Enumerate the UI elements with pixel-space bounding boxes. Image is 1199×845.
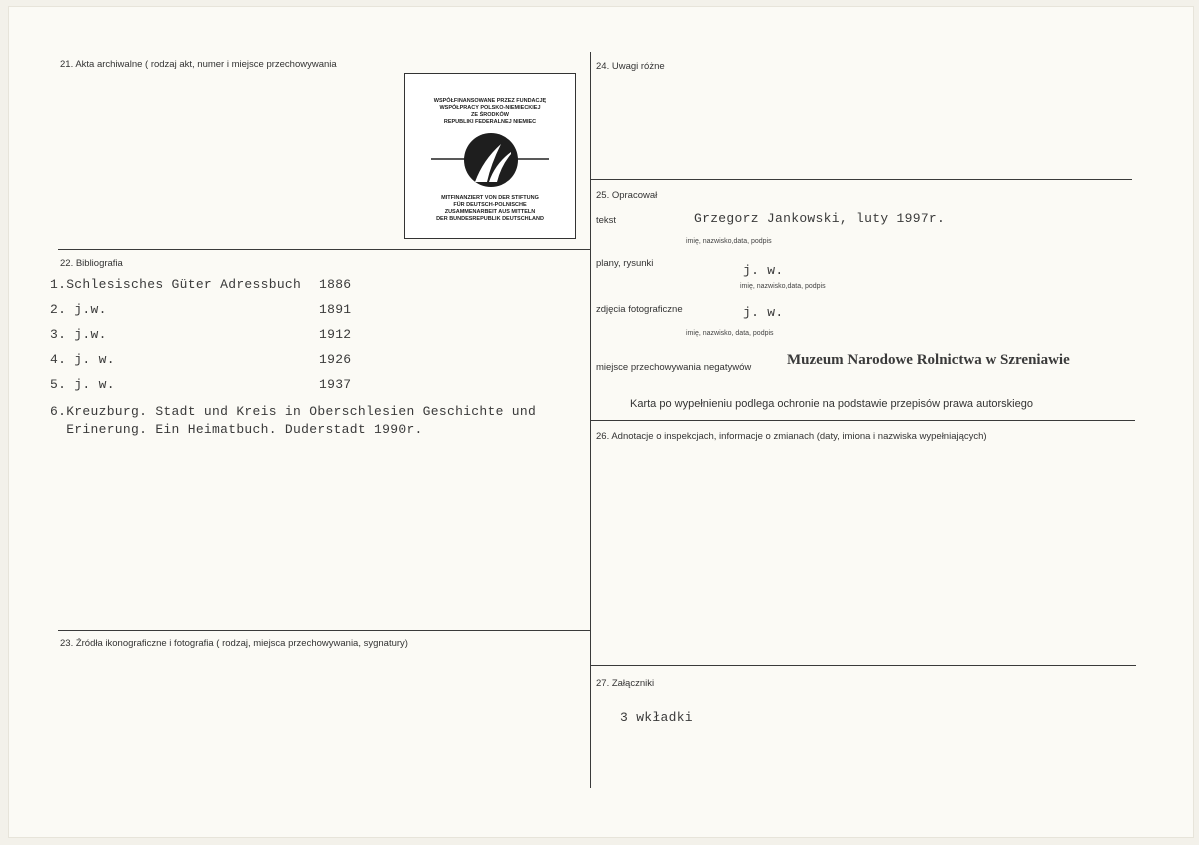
bibliography-entry: 5. j. w. — [50, 377, 115, 392]
divider-25-26 — [590, 420, 1135, 421]
stamp-line: FÜR DEUTSCH-POLNISCHE — [453, 202, 527, 208]
zdjecia-label: zdjęcia fotograficzne — [596, 304, 683, 315]
stamp-line: ZE ŚRODKÓW — [471, 112, 509, 118]
section-21-label: 21. Akta archiwalne ( rodzaj akt, numer i miejsce przechowywania — [60, 59, 337, 70]
funding-stamp — [404, 73, 576, 239]
bibliography-year: 1926 — [319, 352, 352, 367]
section-25-label: 25. Opracował — [596, 190, 658, 201]
section-24-label: 24. Uwagi różne — [596, 61, 665, 72]
section-27-label: 27. Załączniki — [596, 678, 655, 689]
bibliography-entry: 2. j.w. — [50, 302, 107, 317]
bibliography-year: 1937 — [319, 377, 352, 392]
bibliography-entry: 3. j.w. — [50, 327, 107, 342]
zalaczniki-value: 3 wkładki — [620, 710, 693, 725]
bibliography-entry-continued: Erinerung. Ein Heimatbuch. Duderstadt 1990r. — [50, 422, 423, 437]
stamp-line: DER BUNDESREPUBLIK DEUTSCHLAND — [436, 216, 544, 222]
plany-label: plany, rysunki — [596, 258, 654, 269]
bibliography-entry: 1.Schlesisches Güter Adressbuch — [50, 277, 302, 292]
bibliography-entry: 4. j. w. — [50, 352, 115, 367]
copyright-notice: Karta po wypełnieniu podlega ochronie na podstawie przepisów prawa autorskiego — [630, 398, 1033, 410]
bibliography-entry: 6.Kreuzburg. Stadt und Kreis in Oberschlesien Geschichte und — [50, 404, 537, 419]
tekst-hint: imię, nazwisko,data, podpis — [686, 238, 772, 245]
bibliography-year: 1912 — [319, 327, 352, 342]
section-23-label: 23. Źródła ikonograficzne i fotografia ( rodzaj, miejsca przechowywania, sygnatury) — [60, 638, 408, 649]
section-22-label: 22. Bibliografia — [60, 258, 123, 269]
miejsce-value: Muzeum Narodowe Rolnictwa w Szreniawie — [787, 352, 1070, 368]
stamp-line: MITFINANZIERT VON DER STIFTUNG — [441, 195, 539, 201]
tekst-label: tekst — [596, 215, 617, 226]
bibliography-year: 1886 — [319, 277, 352, 292]
stamp-line: ZUSAMMENARBEIT AUS MITTELN — [444, 209, 536, 215]
divider-24-25 — [590, 179, 1132, 180]
zdjecia-hint: imię, nazwisko, data, podpis — [686, 330, 774, 337]
divider-26-27 — [590, 665, 1136, 666]
foundation-logo-icon — [431, 130, 551, 190]
miejsce-label: miejsce przechowywania negatywów — [596, 362, 752, 373]
divider-22-23 — [58, 630, 590, 631]
section-26-label: 26. Adnotacje o inspekcjach, informacje o zmianach (daty, imiona i nazwiska wypełniających) — [596, 431, 987, 442]
bibliography-year: 1891 — [319, 302, 352, 317]
divider-21-22 — [58, 249, 590, 250]
stamp-line: WSPÓŁFINANSOWANE PRZEZ FUNDACJĘ — [433, 98, 547, 104]
zdjecia-value: j. w. — [743, 305, 784, 320]
plany-value: j. w. — [743, 263, 784, 278]
stamp-line: WSPÓŁPRACY POLSKO-NIEMIECKIEJ — [439, 105, 541, 111]
plany-hint: imię, nazwisko,data, podpis — [740, 283, 826, 290]
tekst-value: Grzegorz Jankowski, luty 1997r. — [694, 211, 946, 226]
stamp-line: REPUBLIKI FEDERALNEJ NIEMIEC — [443, 119, 537, 125]
